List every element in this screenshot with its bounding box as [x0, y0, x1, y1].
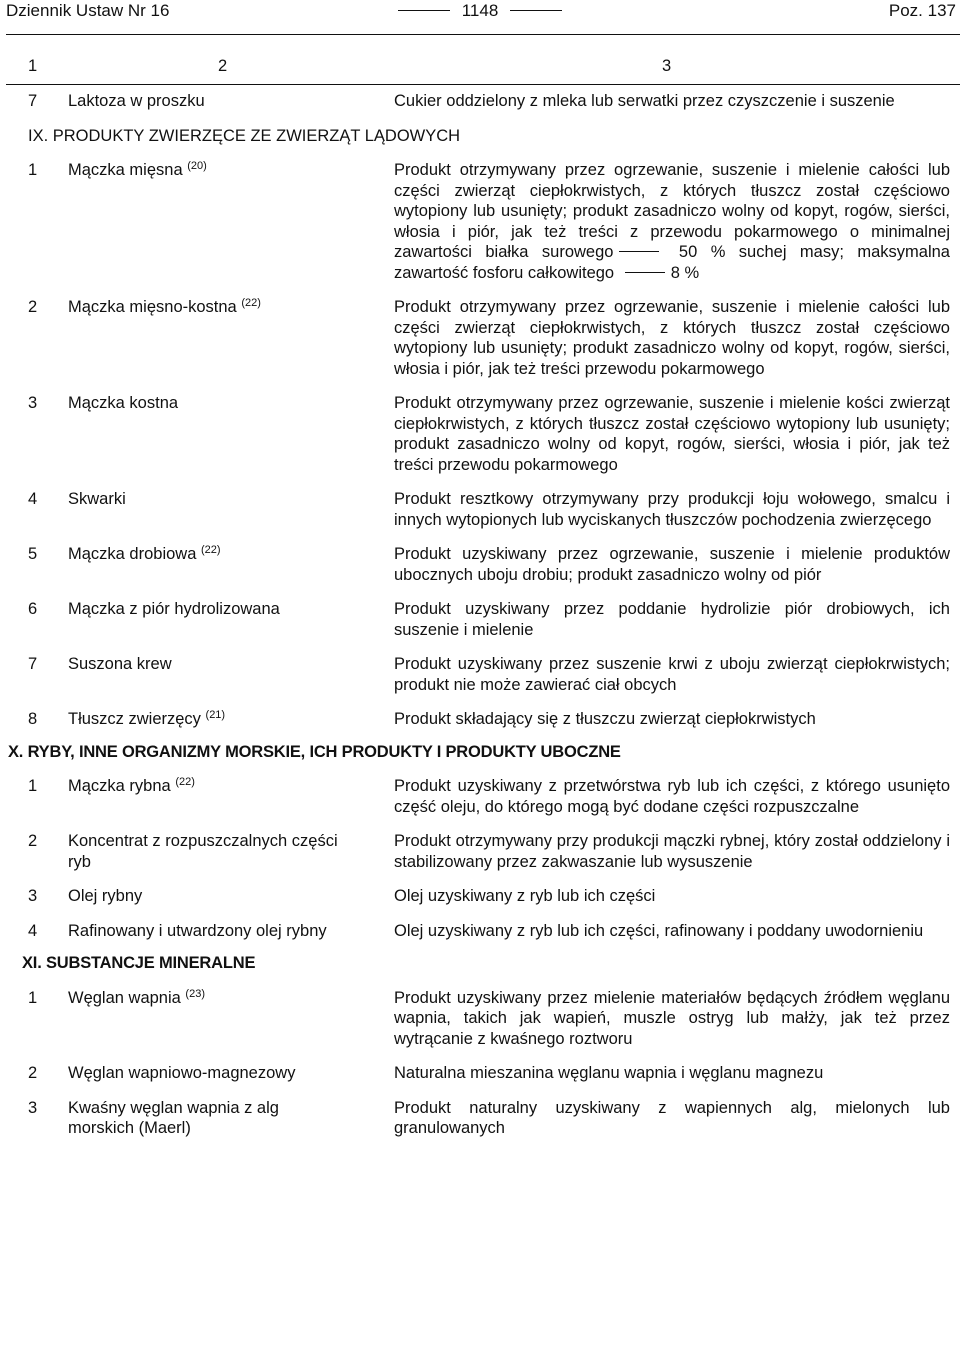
row-description: Produkt resztkowy otrzymywany przy produkcji łoju wołowego, smalcu i innych wytopionych lub wyciskanych tłuszczów pochodzenia zwierzęcego: [394, 490, 950, 529]
row-number: 3: [28, 1098, 38, 1117]
row-name: Tłuszcz zwierzęcy $^{(21)}$: [68, 709, 226, 728]
row-number: 1: [28, 161, 38, 179]
row-description: Produkt naturalny uzyskiwany z wapiennych alg, mielonych lub granulowanych: [394, 1098, 950, 1137]
row-name: Koncentrat z rozpuszczalnych części ryb: [68, 832, 338, 871]
table-row: [0, 91, 960, 126]
row-name: Laktoza w proszku: [68, 92, 205, 110]
section-title-xi: XI. SUBSTANCJE MINERALNE: [22, 954, 256, 972]
row-number: 2: [28, 1064, 38, 1082]
row-description: Produkt składający się z tłuszczu zwierząt ciepłokrwistych: [394, 710, 816, 728]
table-row: [0, 544, 960, 599]
section-title-ix: IX. PRODUKTY ZWIERZĘCE ZE ZWIERZĄT LĄDOWYCH: [28, 126, 461, 145]
row-description: Produkt uzyskiwany przez ogrzewanie, suszenie i mielenie produktów ubocznych uboju drobiu; produkt zasadniczo wolny od piór: [394, 545, 950, 584]
row-number: 6: [28, 600, 38, 618]
row-description: Produkt uzyskiwany z przetwórstwa ryb lub ich części, z którego usunięto część oleju, do którego mogą być dodane części rozpuszczalne: [394, 777, 950, 816]
row-name: Węglan wapniowo-magnezowy: [68, 1064, 296, 1082]
row-description: Cukier oddzielony z mleka lub serwatki przez czyszczenie i suszenie: [394, 92, 895, 110]
table-row: [0, 831, 960, 886]
page-header: [0, 0, 960, 34]
row-name: Skwarki: [68, 490, 126, 508]
journal-title: Dziennik Ustaw Nr 16: [6, 1, 170, 20]
table-row: [0, 489, 960, 544]
column-numbers-rule: [6, 84, 960, 85]
table-row: [0, 709, 960, 744]
row-number: 7: [28, 655, 38, 673]
row-description: Produkt otrzymywany przez ogrzewanie, suszenie i mielenie kości zwierząt ciepłokrwistych, z których tłuszcz został częściowo wytopiony lub usunięty; produkt zasadniczo wolny od kopyt, rogów, sierści, włosia i piór, jak też treści przewodu pokarmowego: [394, 394, 950, 474]
dash-left: [398, 10, 450, 11]
row-description: Produkt uzyskiwany przez suszenie krwi z uboju zwierząt ciepłokrwistych; produkt nie może zawierać ciał obcych: [394, 655, 950, 694]
table-row: [0, 297, 960, 393]
row-name: Mączka mięsno-kostna $^{(22)}$: [68, 297, 261, 316]
row-name: Mączka drobiowa $^{(22)}$: [68, 544, 221, 563]
dash-right: [510, 10, 562, 11]
column-number-1: 1: [28, 57, 38, 75]
table-row: [0, 599, 960, 654]
table-row: [0, 654, 960, 709]
row-description: Naturalna mieszanina węglanu wapnia i węglanu magnezu: [394, 1064, 824, 1082]
page-number: 1148: [461, 1, 499, 20]
column-numbers-row: [0, 56, 960, 77]
row-number: 4: [28, 490, 38, 508]
table-row: [0, 1098, 960, 1139]
header-rule: [6, 34, 960, 35]
em-dash: [619, 251, 659, 252]
table-row: [0, 160, 960, 297]
row-description: Olej uzyskiwany z ryb lub ich części, rafinowany i poddany uwodornieniu: [394, 921, 924, 940]
footnote-ref: (20): [187, 160, 207, 172]
row-number: 1: [28, 777, 38, 795]
row-number: 2: [28, 298, 38, 316]
footnote-ref: (22): [241, 297, 261, 309]
row-number: 2: [28, 832, 38, 850]
row-number: 3: [28, 887, 38, 905]
row-number: 1: [28, 988, 38, 1007]
row-name: Suszona krew: [68, 655, 172, 673]
table-content: [0, 56, 960, 1139]
row-name: Mączka rybna $^{(22)}$: [68, 776, 195, 795]
table-row: [0, 393, 960, 489]
row-name: Węglan wapnia $^{(23)}$: [68, 987, 205, 1007]
row-name: Rafinowany i utwardzony olej rybny: [68, 921, 327, 940]
footnote-ref: (22): [175, 776, 195, 788]
footnote-ref: (22): [200, 544, 221, 556]
row-name: Olej rybny: [68, 887, 143, 905]
section-title-x: X. RYBY, INNE ORGANIZMY MORSKIE, ICH PRODUKTY I PRODUKTY UBOCZNE: [8, 742, 621, 761]
row-name: Kwaśny węglan wapnia z alg morskich (Maerl): [68, 1098, 279, 1137]
column-number-3: 3: [662, 57, 672, 75]
table-row: [0, 988, 960, 1064]
row-number: 4: [28, 921, 38, 940]
row-name: Mączka z piór hydrolizowana: [68, 600, 280, 618]
row-number: 7: [28, 92, 38, 110]
row-description: Produkt uzyskiwany przez mielenie materiałów będących źródłem węglanu wapnia, takich jak wapień, muszle ostryg lub małży, jak też przez wytrącanie z kwaśnego roztworu: [394, 988, 950, 1048]
table-row: [0, 886, 960, 921]
table-row: [0, 1063, 960, 1098]
row-description: Produkt uzyskiwany przez poddanie hydrolizie piór drobiowych, ich suszenie i mielenie: [394, 600, 950, 639]
row-number: 8: [28, 710, 38, 728]
row-number: 5: [28, 545, 38, 563]
position-number: Poz. 137: [888, 1, 956, 20]
row-description: Produkt otrzymywany przez ogrzewanie, suszenie i mielenie całości lub części zwierząt ciepłokrwistych, z których tłuszcz został częściowo wytopiony lub usunięty; produkt zasadniczo wolny od kopyt, rogów, sierści, włosia i piór, jak też treści z przewodu pokarmowego o minimalnej zawartości białka surowego 50 % suchej masy; maksymalna zawartość fosforu całkowitego 8 %: [394, 161, 950, 282]
row-name: Mączka mięsna $^{(20)}$: [68, 160, 207, 179]
column-number-2: 2: [218, 57, 228, 75]
page-number-block: [0, 1, 960, 21]
row-description: Produkt otrzymywany przez ogrzewanie, suszenie i mielenie całości lub części zwierząt ciepłokrwistych, z których tłuszcz został częściowo wytopiony lub usunięty; produkt zasadniczo wolny od kopyt, rogów, sierści, włosia i piór, jak też treści przewodu pokarmowego: [394, 298, 950, 378]
row-description: Produkt otrzymywany przy produkcji mączki rybnej, który został oddzielony i stabilizowany przez zakwaszanie lub wysuszenie: [394, 832, 950, 871]
row-number: 3: [28, 394, 38, 412]
footnote-ref: (21): [205, 709, 226, 721]
table-row: [0, 776, 960, 831]
row-description: Olej uzyskiwany z ryb lub ich części: [394, 887, 656, 905]
em-dash: [625, 272, 665, 273]
row-name: Mączka kostna: [68, 394, 179, 412]
table-row: [0, 921, 960, 956]
footnote-ref: (23): [185, 987, 205, 1000]
